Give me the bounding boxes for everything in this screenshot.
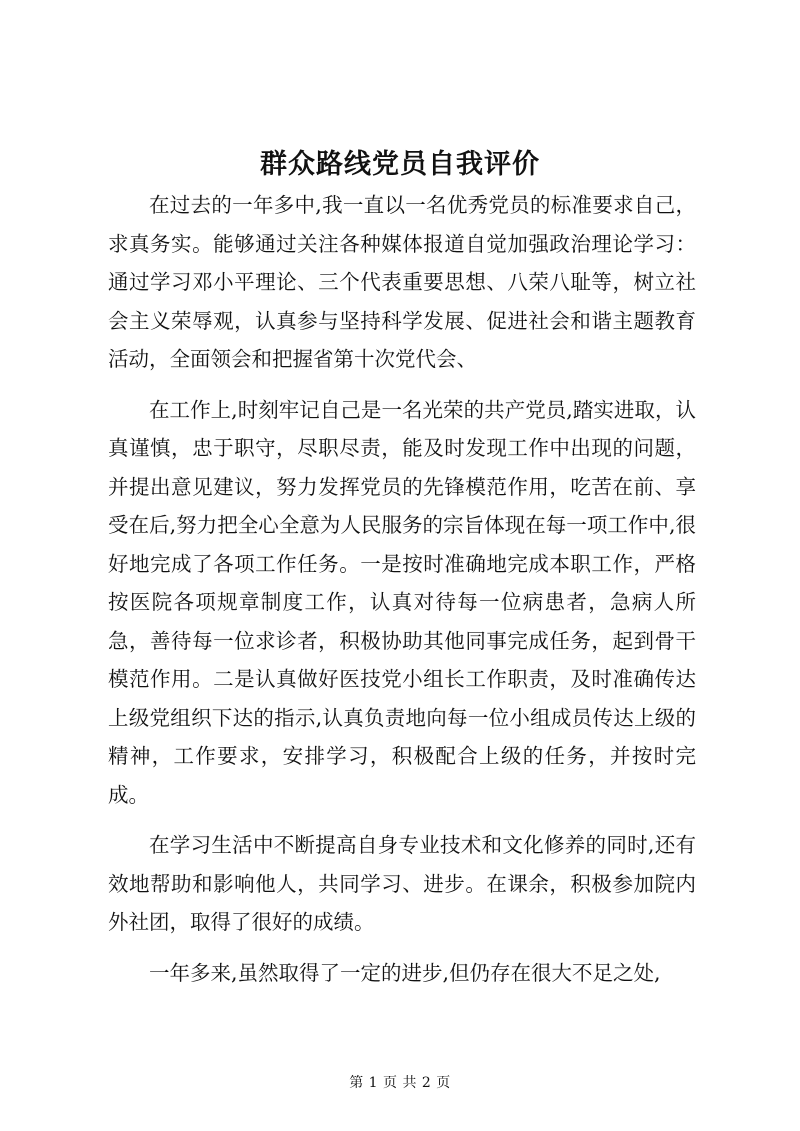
page-number-footer: 第 1 页 共 2 页 [349, 1075, 451, 1091]
document-title: 群众路线党员自我评价 [260, 149, 540, 180]
paragraph: 在工作上,时刻牢记自己是一名光荣的共产党员,踏实进取，认真谨慎，忠于职守，尽职尽责，能及时发现工作中出现的问题，并提出意见建议，努力发挥党员的先锋模范作用，吃苦在前、享受在后,努力把全心全意为人民服务的宗旨体现在每一项工作中,很好地完成了各项工作任务。一是按时准确地完成本职工作，严格按医院各项规章制度工作，认真对待每一位病患者，急病人所急，善待每一位求诊者，积极协助其他同事完成任务，起到骨干模范作用。二是认真做好医技党小组长工作职责，及时准确传达上级党组织下达的指示,认真负责地向每一位小组成员传达上级的精神，工作要求，安排学习，积极配合上级的任务，并按时完成。 [108, 397, 696, 807]
paragraph: 一年多来,虽然取得了一定的进步,但仍存在很大不足之处, [149, 960, 661, 985]
paragraph: 在过去的一年多中,我一直以一名优秀党员的标准要求自己，求真务实。能够通过关注各种媒体报道自觉加强政治理论学习：通过学习邓小平理论、三个代表重要思想、八荣八耻等，树立社会主义荣辱观，认真参与坚持科学发展、促进社会和谐主题教育活动，全面领会和把握省第十次党代会、 [108, 193, 696, 371]
paragraph: 在学习生活中不断提高自身专业技术和文化修养的同时,还有效地帮助和影响他人，共同学习、进步。在课余，积极参加院内外社团，取得了很好的成绩。 [108, 833, 696, 934]
document-body [108, 186, 696, 1004]
